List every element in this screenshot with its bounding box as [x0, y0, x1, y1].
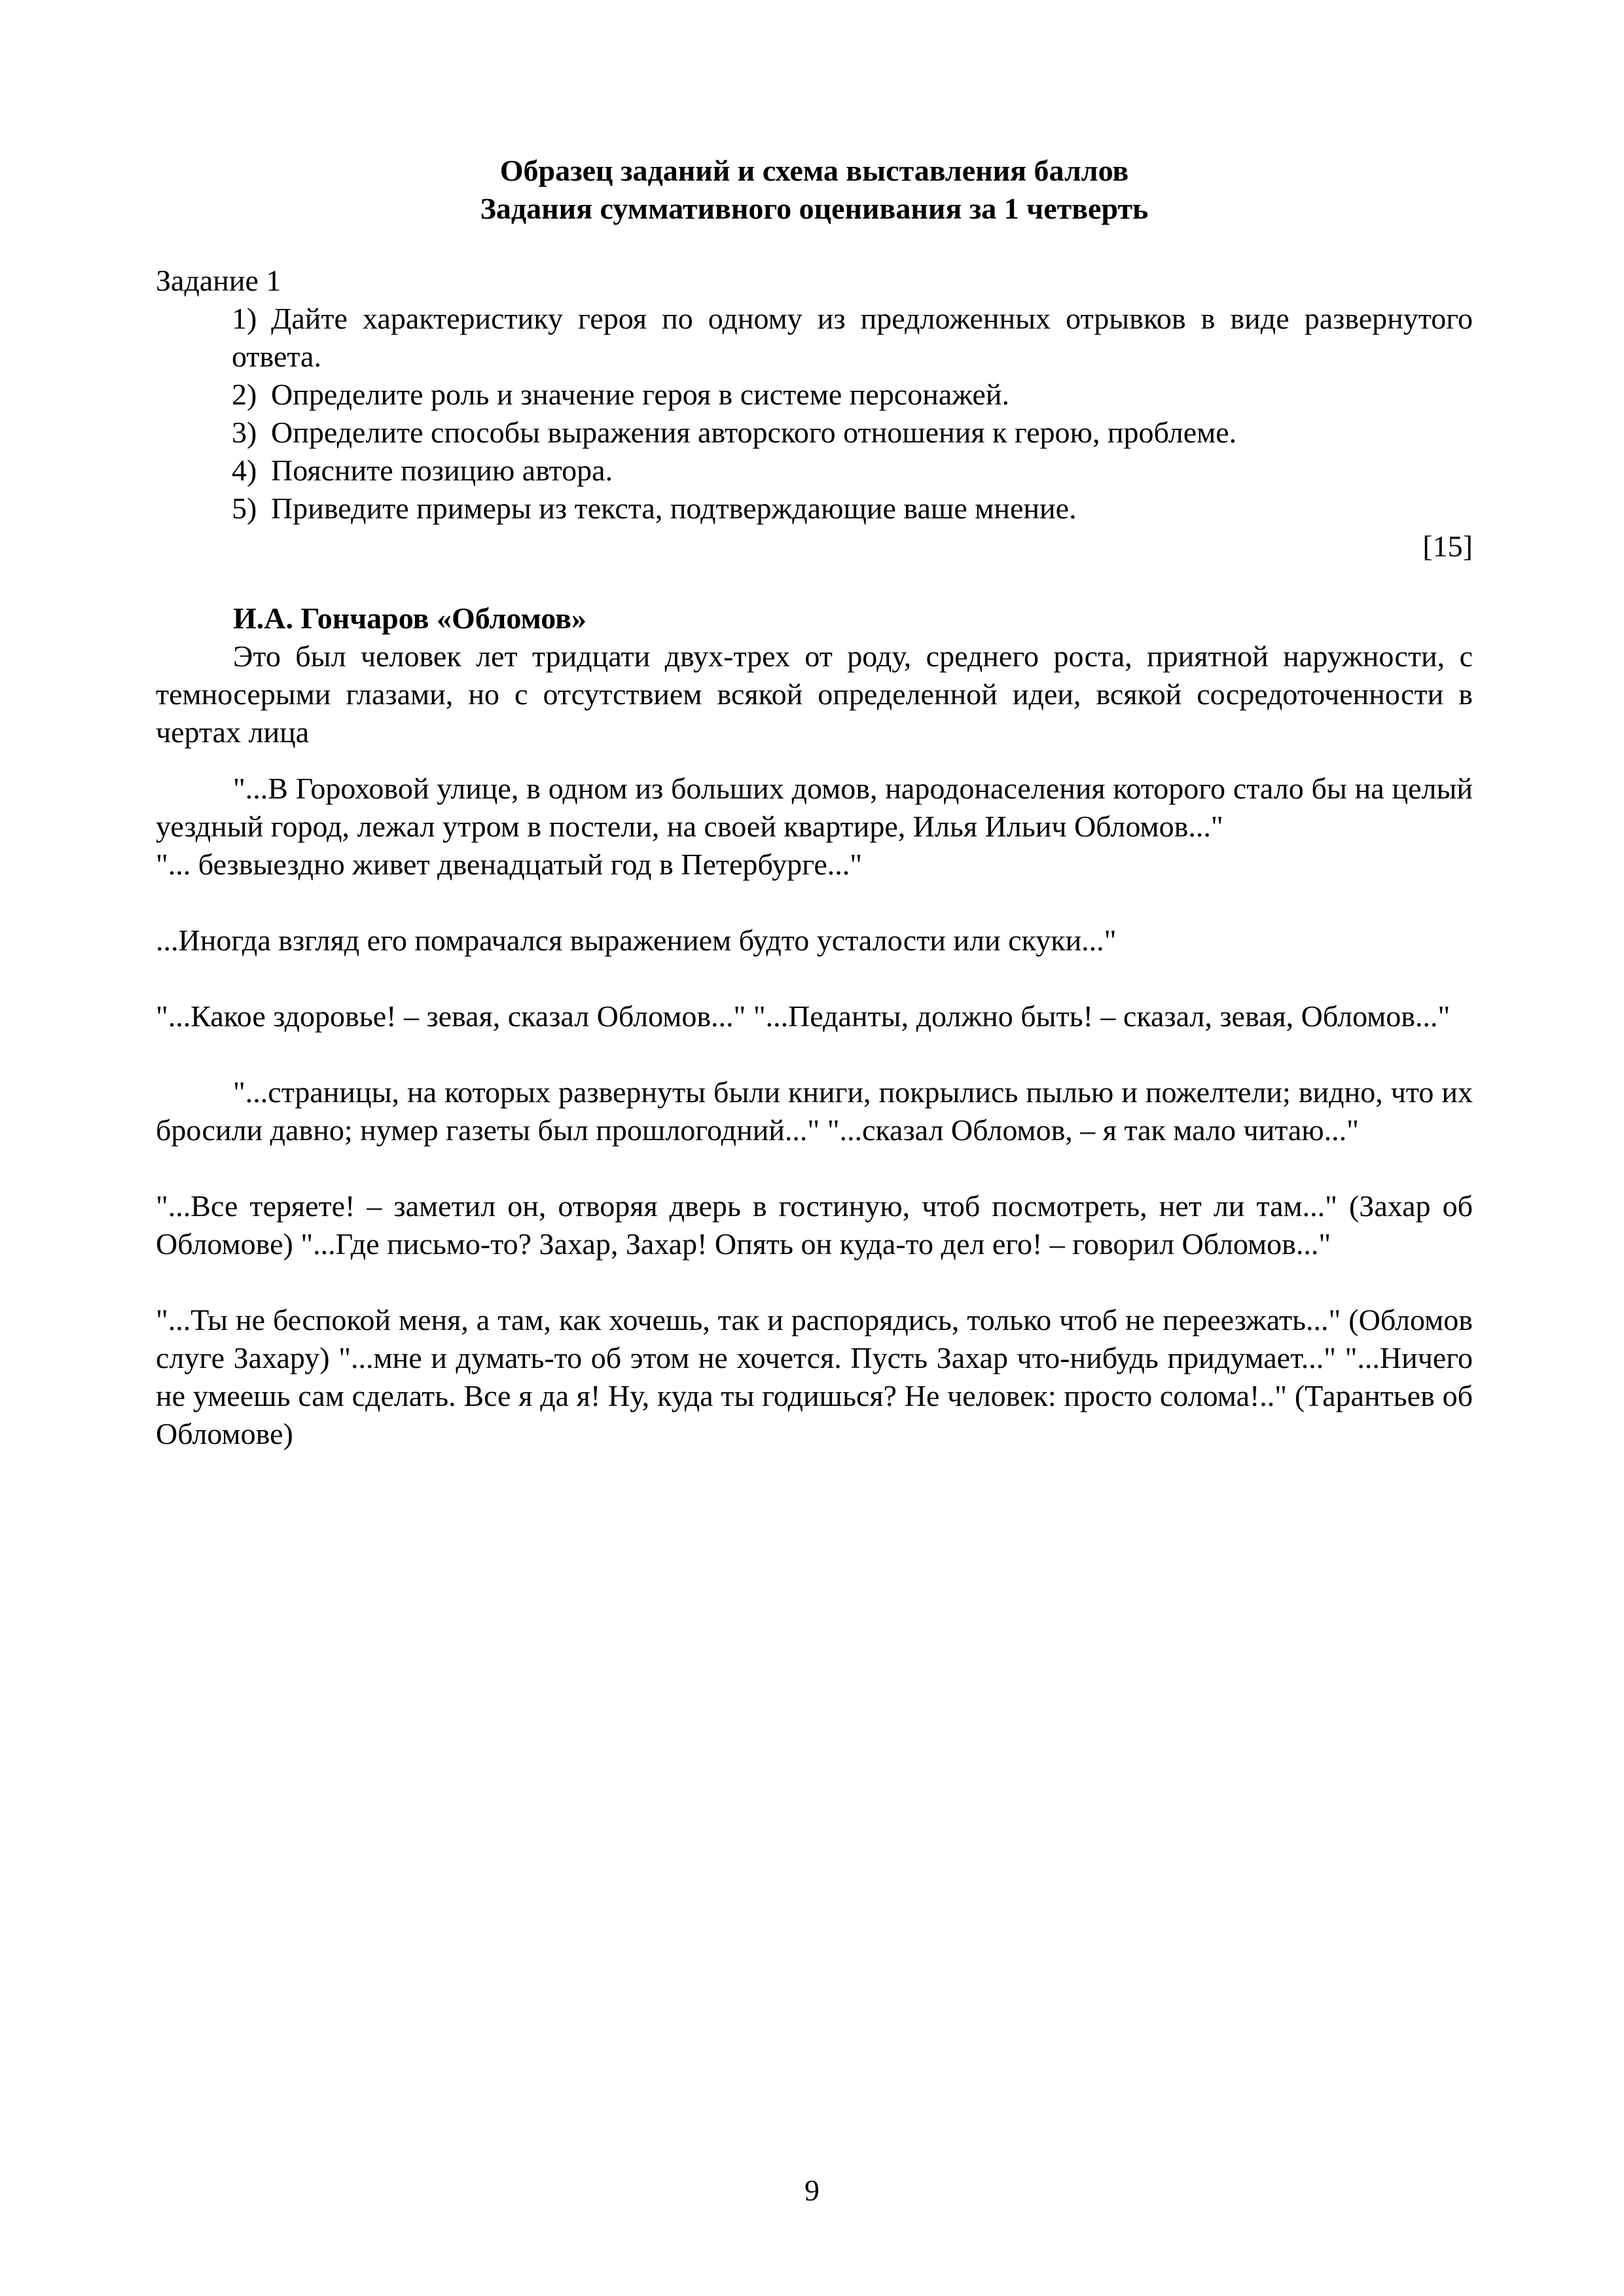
task-item-text: Дайте характеристику героя по одному из предложенных отрывков в виде развернутого ответа. — [232, 302, 1473, 373]
excerpt-paragraph: "...В Гороховой улице, в одном из больших домов, народонаселения которого стало бы на целый уездный город, лежал утром в постели, на своей квартире, Илья Ильич Обломов..." — [156, 772, 1473, 843]
task-list — [156, 300, 1473, 528]
excerpt-paragraph: "...Какое здоровье! – зевая, сказал Обломов..." "...Педанты, должно быть! – сказал, зевая, Обломов..." — [156, 999, 1451, 1033]
excerpt-paragraph: Это был человек лет тридцати двух-трех от роду, среднего роста, приятной наружности, с темносерыми глазами, но с отсутствием всякой определенной идеи, всякой сосредоточенности в чертах лица — [156, 639, 1473, 749]
task-item-text: Приведите примеры из текста, подтверждающие ваше мнение. — [271, 492, 1077, 525]
task-item — [156, 490, 1473, 528]
task-item — [156, 376, 1473, 414]
task-item-number: 1) — [232, 302, 257, 335]
task-label: Задание 1 — [156, 264, 281, 297]
excerpt-heading: И.А. Гончаров «Обломов» — [233, 601, 586, 635]
page-number: 9 — [804, 2174, 820, 2207]
task-item-text: Определите способы выражения авторского отношения к герою, проблеме. — [271, 416, 1237, 449]
page-content — [156, 152, 1473, 1453]
task-item-number: 5) — [232, 492, 257, 525]
excerpt-paragraph: "...Ты не беспокой меня, а там, как хочешь, так и распорядись, только чтоб не переезжать..." (Обломов слуге Захару) "...мне и думать-то об этом не хочется. Пусть Захар что-нибудь придумает..." "...Ничего не умеешь сам сделать. Все я да я! Ну, куда ты годишься? Не человек: просто солома!.." (Тарантьев об Обломове) — [156, 1303, 1473, 1450]
task-item-text: Поясните позицию автора. — [271, 454, 613, 487]
task-item — [156, 300, 1473, 376]
document-title-line1: Образец заданий и схема выставления баллов — [499, 154, 1129, 187]
document-title-line2: Задания суммативного оценивания за 1 четверть — [480, 192, 1149, 225]
task-item-text: Определите роль и значение героя в системе персонажей. — [271, 378, 1009, 411]
task-item — [156, 414, 1473, 452]
task-item-number: 4) — [232, 454, 257, 487]
task-item-number: 2) — [232, 378, 257, 411]
task-item-number: 3) — [232, 416, 257, 449]
excerpt-paragraph: "...Все теряете! – заметил он, отворяя дверь в гостиную, чтоб посмотреть, нет ли там..." (Захар об Обломове) "...Где письмо-то? Захар, Захар! Опять он куда-то дел его! – говорил Обломов..." — [156, 1189, 1473, 1261]
excerpt-paragraph: ...Иногда взгляд его помрачался выражением будто усталости или скуки..." — [156, 924, 1117, 957]
excerpt-paragraph: "... безвыездно живет двенадцатый год в Петербурге..." — [156, 848, 863, 881]
task-item — [156, 452, 1473, 490]
task-score: [15] — [1422, 529, 1473, 563]
excerpt-paragraph: "...страницы, на которых развернуты были книги, покрылись пылью и пожелтели; видно, что их бросили давно; нумер газеты был прошлогодний..." "...сказал Обломов, – я так мало читаю..." — [156, 1075, 1473, 1147]
